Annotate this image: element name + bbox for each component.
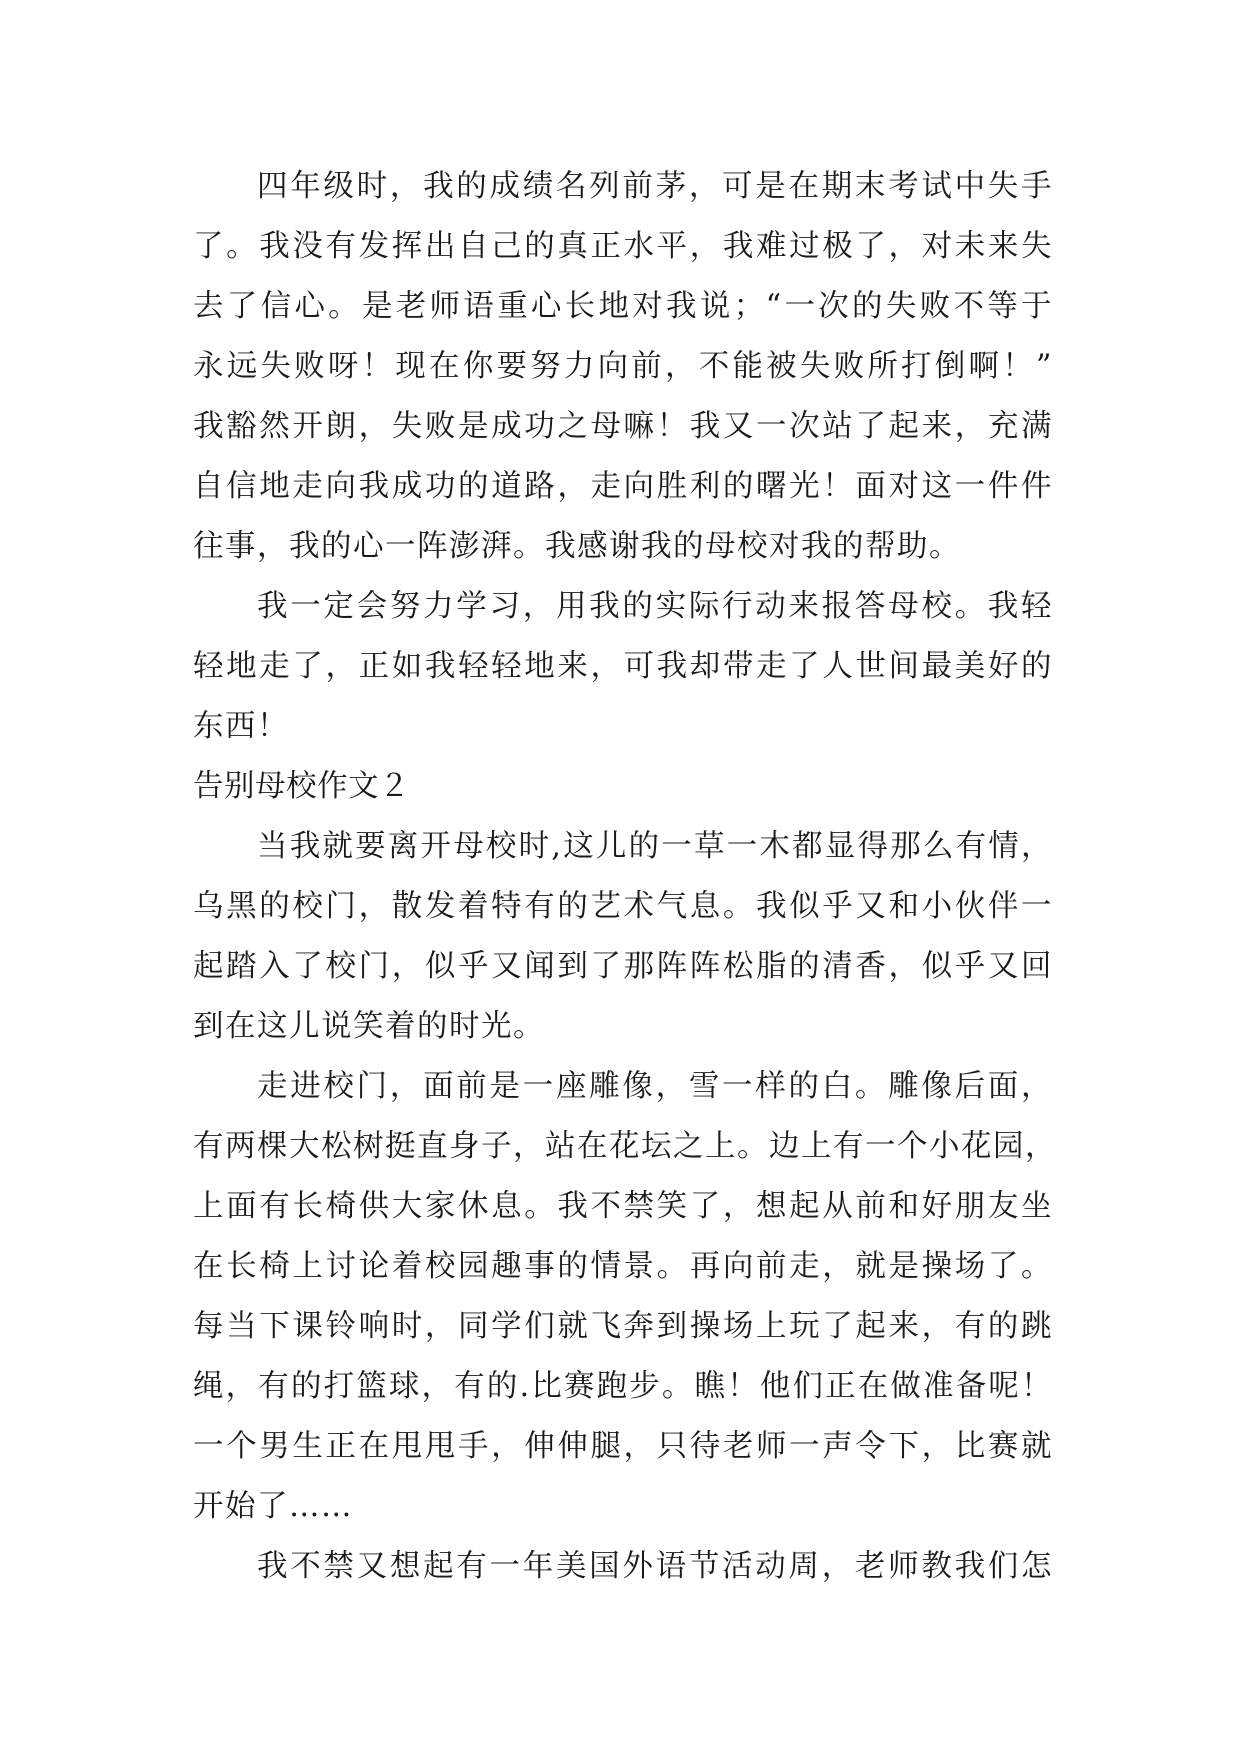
paragraph-line: 开始了…… (193, 1489, 353, 1524)
paragraph-line: 自信地走向我成功的道路，走向胜利的曙光！面对这一件件 (193, 469, 1053, 504)
paragraph-line: 有两棵大松树挺直身子，站在花坛之上。边上有一个小花园， (193, 1129, 1057, 1164)
essay-heading: 告别母校作文２ (193, 769, 410, 804)
paragraph-line: 一个男生正在甩甩手，伸伸腿，只待老师一声令下，比赛就 (193, 1429, 1053, 1464)
paragraph-line: 到在这儿说笑着的时光。 (193, 1009, 545, 1044)
paragraph-line: 起踏入了校门，似乎又闻到了那阵阵松脂的清香，似乎又回 (193, 949, 1053, 984)
paragraph-line: 上面有长椅供大家休息。我不禁笑了，想起从前和好朋友坐 (193, 1189, 1053, 1224)
paragraph-line: 每当下课铃响时，同学们就飞奔到操场上玩了起来，有的跳 (193, 1309, 1053, 1344)
paragraph-line: 我一定会努力学习，用我的实际行动来报答母校。我轻 (257, 589, 1053, 624)
paragraph-line: 当我就要离开母校时,这儿的一草一木都显得那么有情， (257, 829, 1053, 864)
paragraph-line: 往事，我的心一阵澎湃。我感谢我的母校对我的帮助。 (193, 529, 961, 564)
essay-body (193, 157, 1057, 1597)
paragraph-line: 东西！ (193, 709, 289, 744)
paragraph-line: 我豁然开朗，失败是成功之母嘛！我又一次站了起来，充满 (193, 409, 1053, 444)
paragraph-line: 永远失败呀！现在你要努力向前，不能被失败所打倒啊！” (193, 349, 1053, 384)
paragraph-line: 乌黑的校门，散发着特有的艺术气息。我似乎又和小伙伴一 (193, 889, 1053, 924)
paragraph-line: 走进校门，面前是一座雕像，雪一样的白。雕像后面， (257, 1069, 1053, 1104)
paragraph-line: 我不禁又想起有一年美国外语节活动周，老师教我们怎 (257, 1549, 1053, 1584)
paragraph-line: 绳，有的打篮球，有的.比赛跑步。瞧！他们正在做准备呢！ (193, 1369, 1053, 1404)
paragraph-line: 在长椅上讨论着校园趣事的情景。再向前走，就是操场了。 (193, 1249, 1053, 1284)
paragraph-line: 去了信心。是老师语重心长地对我说；“一次的失败不等于 (193, 289, 1053, 324)
paragraph-line: 四年级时，我的成绩名列前茅，可是在期末考试中失手 (257, 169, 1053, 204)
paragraph-line: 了。我没有发挥出自己的真正水平，我难过极了，对未来失 (193, 229, 1053, 264)
paragraph-line: 轻地走了，正如我轻轻地来，可我却带走了人世间最美好的 (193, 649, 1053, 684)
